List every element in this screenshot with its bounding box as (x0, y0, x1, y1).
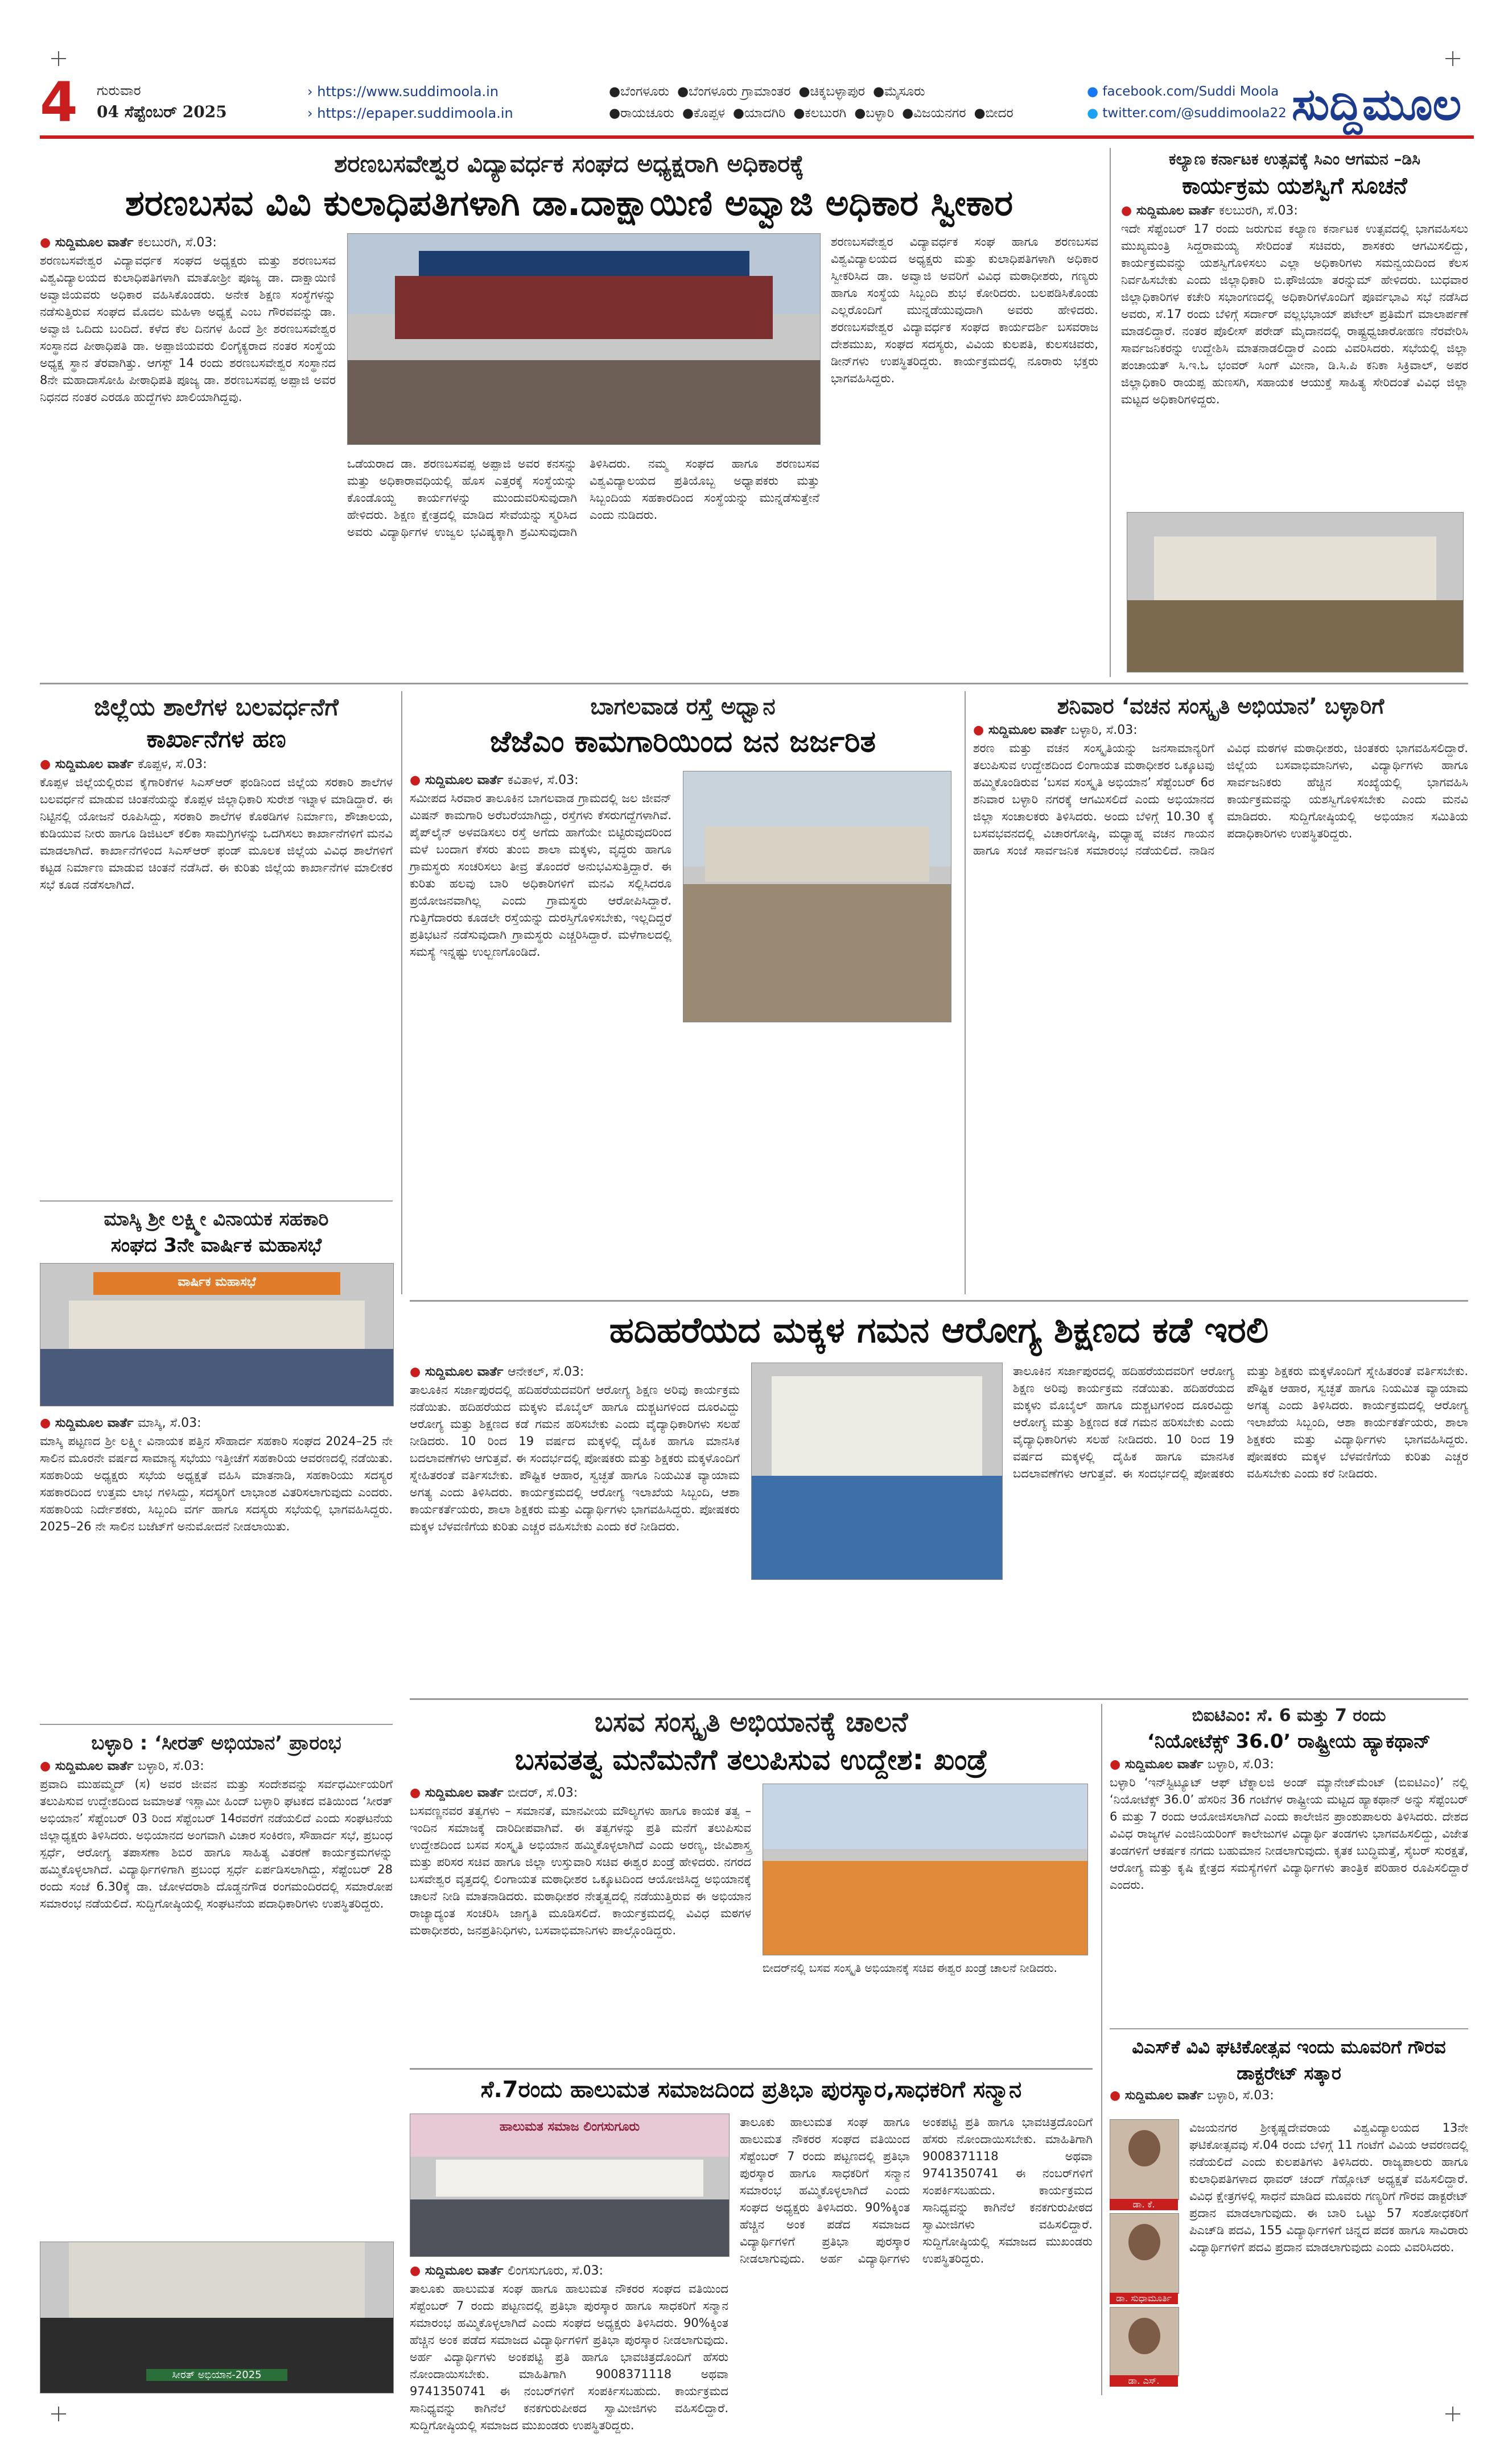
column-rule (965, 691, 966, 1294)
article-kicker: ಶರಣಬಸವೇಶ್ವರ ವಿದ್ಯಾವರ್ಧಕ ಸಂಘದ ಅಧ್ಯಕ್ಷರಾಗಿ ಅಧಿಕಾರಕ್ಕೆ (334, 150, 804, 178)
article-kicker: ಬಸವ ಸಂಸ್ಕೃತಿ ಅಭಿಯಾನಕ್ಕೆ ಚಾಲನೆ (594, 1706, 908, 1738)
article-kicker: ಬಾಗಲವಾಡ ರಸ್ತೆ ಅಧ್ವಾನ (590, 694, 776, 720)
section-rule (410, 1300, 1468, 1302)
article-headline: ಬಸವತತ್ವ ಮನೆಮನೆಗೆ ತಲುಪಿಸುವ ಉದ್ದೇಶ: ಖಂಡ್ರೆ (514, 1743, 988, 1776)
article-headline: ಸೆ.7ರಂದು ಹಾಲುಮತ ಸಮಾಜದಿಂದ ಪ್ರತಿಭಾ ಪುರಸ್ಕಾರ,ಸಾಧಕರಿಗೆ ಸನ್ಮಾನ (480, 2077, 1022, 2103)
byline: ● ಸುದ್ದಿಮೂಲ ವಾರ್ತೆ ಲಿಂಗಸುಗೂರು, ಸೆ.03: (410, 2264, 604, 2278)
photo-basava-launch (763, 1784, 1088, 1955)
article-vachana-abhiyana (973, 691, 1468, 1294)
byline: ● ಸುದ್ದಿಮೂಲ ವಾರ್ತೆ ಮಾಸ್ಕಿ, ಸೆ.03: (40, 1416, 201, 1430)
registration-mark (1445, 51, 1460, 66)
article-ck-utsava (1121, 148, 1468, 677)
facebook-link[interactable]: ● facebook.com/Suddi Moola (1087, 84, 1279, 99)
byline: ● ಸುದ್ದಿಮೂಲ ವಾರ್ತೆ ಬಳ್ಳಾರಿ, ಸೆ.03: (40, 1759, 204, 1773)
article-halumata-samaja (410, 2074, 1093, 2432)
article-body: ತಾಲೂಕು ಹಾಲುಮತ ಸಂಘ ಹಾಗೂ ಹಾಲುಮತ ನೌಕರರ ಸಂಘದ ವತಿಯಿಂದ ಸೆಪ್ಟೆಂಬರ್ 7 ರಂದು ಪಟ್ಟಣದಲ್ಲಿ ಪ್ರತಿಭಾ ಪುರಸ್ಕಾರ ಹಾಗೂ ಸಾಧಕರಿಗೆ ಸನ್ಮಾನ ಸಮಾರಂಭ ಹಮ್ಮಿಕೊಳ್ಳಲಾಗಿದೆ ಎಂದು ಸಂಘದ ಅಧ್ಯಕ್ಷರು ತಿಳಿಸಿದರು. 90%ಕ್ಕಿಂತ ಹೆಚ್ಚಿನ ಅಂಕ ಪಡೆದ ಸಮಾಜದ ವಿದ್ಯಾರ್ಥಿಗಳಿಗೆ ಪ್ರತಿಭಾ ಪುರಸ್ಕಾರ ನೀಡಲಾಗುವುದು. ಅರ್ಹ ವಿದ್ಯಾರ್ಥಿಗಳು ಅಂಕಪಟ್ಟಿ ಪ್ರತಿ ಹಾಗೂ ಭಾವಚಿತ್ರದೊಂದಿಗೆ ಹೆಸರು ನೋಂದಾಯಿಸಬೇಕು. ಮಾಹಿತಿಗಾಗಿ 9008371118 ಅಥವಾ 9741350741 ಈ ನಂಬರ್‌ಗಳಿಗೆ ಸಂಪರ್ಕಿಸಬಹುದು. ಕಾರ್ಯಕ್ರಮದ ಸಾನಿಧ್ಯವನ್ನು ಕಾಗಿನೆಲೆ ಕನಕಗುರುಪೀಠದ ಸ್ವಾಮೀಜಿಗಳು ವಹಿಸಲಿದ್ದಾರೆ. ಸುದ್ದಿಗೋಷ್ಠಿಯಲ್ಲಿ ಸಮಾಜದ ಮುಖಂಡರು ಉಪಸ್ಥಿತರಿದ್ದರು. (740, 2115, 1093, 2265)
byline: ● ಸುದ್ದಿಮೂಲ ವಾರ್ತೆ ಆನೇಕಲ್, ಸೆ.03: (410, 1365, 584, 1379)
article-sharanabasava-vv (40, 148, 1098, 677)
city-editions: ●ಬೆಂಗಳೂರು ●ಬೆಂಗಳೂರು ಗ್ರಾಮಾಂತರ ●ಚಿಕ್ಕಬಳ್ಳಾಪುರ ●ಮೈಸೂರು ●ರಾಯಚೂರು ●ಕೊಪ್ಪಳ ●ಯಾದಗಿರಿ ●ಕಲಬುರಗಿ ●ಬಳ್ಳಾರಿ ●ವಿಜಯನಗರ ●ಬೀದರ (609, 84, 1013, 121)
date-block (97, 80, 227, 123)
photo-event-stage (347, 233, 821, 445)
article-school-funds (40, 691, 393, 1198)
photo-muddy-road (683, 771, 951, 1022)
article-body: ಬಳ್ಳಾರಿ ‘ಇನ್‌ಸ್ಟಿಟ್ಯೂಟ್ ಆಫ್ ಟೆಕ್ನಾಲಜಿ ಅಂಡ್ ಮ್ಯಾನೇಜ್‌ಮೆಂಟ್ (ಬಿಐಟಿಎಂ)’ ನಲ್ಲಿ ‘ನಿಯೋಟೆಕ್ಸ್ 36.0’ ಹೆಸರಿನ 36 ಗಂಟೆಗಳ ರಾಷ್ಟ್ರೀಯ ಮಟ್ಟದ ಹ್ಯಾಕಥಾನ್ ಅನ್ನು ಸೆಪ್ಟೆಂಬರ್ 6 ಮತ್ತು 7 ರಂದು ಆಯೋಜಿಸಲಾಗಿದೆ ಎಂದು ಕಾಲೇಜಿನ ಪ್ರಾಂಶುಪಾಲರು ತಿಳಿಸಿದರು. ದೇಶದ ವಿವಿಧ ರಾಜ್ಯಗಳ ಎಂಜಿನಿಯರಿಂಗ್ ಕಾಲೇಜುಗಳ ವಿದ್ಯಾರ್ಥಿ ತಂಡಗಳು ಭಾಗವಹಿಸಲಿದ್ದು, ವಿಜೇತ ತಂಡಗಳಿಗೆ ಆಕರ್ಷಕ ನಗದು ಬಹುಮಾನ ನೀಡಲಾಗುವುದು. ಕೃತಕ ಬುದ್ಧಿಮತ್ತೆ, ಸೈಬರ್ ಸುರಕ್ಷತೆ, ಆರೋಗ್ಯ ಮತ್ತು ಕೃಷಿ ಕ್ಷೇತ್ರದ ಸಮಸ್ಯೆಗಳಿಗೆ ವಿದ್ಯಾರ್ಥಿಗಳು ತಾಂತ್ರಿಕ ಪರಿಹಾರ ರೂಪಿಸಲಿದ್ದಾರೆ ಎಂದರು. (1110, 1776, 1468, 1892)
registration-mark (51, 51, 66, 66)
byline: ● ಸುದ್ದಿಮೂಲ ವಾರ್ತೆ ಕವಿತಾಳ, ಸೆ.03: (410, 773, 579, 787)
day-label: ಗುರುವಾರ (97, 82, 141, 98)
article-headline: ಕಾರ್ಖಾನೆಗಳ ಹಣ (146, 725, 286, 753)
byline: ● ಸುದ್ದಿಮೂಲ ವಾರ್ತೆ ಬಳ್ಳಾರಿ, ಸೆ.03: (973, 723, 1138, 737)
portrait-label: ಡಾ. ಎಸ್. (1110, 2375, 1178, 2387)
date-label: 04 ಸೆಪ್ಟೆಂಬರ್ 2025 (97, 102, 227, 121)
byline: ● ಸುದ್ದಿಮೂಲ ವಾರ್ತೆ ಬಳ್ಳಾರಿ, ಸೆ.03: (1110, 2089, 1274, 2103)
section-rule (40, 1724, 393, 1725)
byline: ● ಸುದ್ದಿಮೂಲ ವಾರ್ತೆ ಬೀದರ್, ಸೆ.03: (410, 1786, 578, 1800)
article-basava-samskruti (410, 1704, 1093, 2062)
article-seerat-abhiyana (40, 1730, 393, 2395)
registration-mark (1445, 2407, 1460, 2421)
article-headline: ವಿಎಸ್‌ಕೆ ವಿವಿ ಘಟಿಕೋತ್ಸವ ಇಂದು ಮೂವರಿಗೆ ಗೌರವ ಡಾಕ್ಟರೇಟ್ ಸತ್ಕಾರ (1132, 2036, 1446, 2084)
article-body: ತಾಲೂಕು ಹಾಲುಮತ ಸಂಘ ಹಾಗೂ ಹಾಲುಮತ ನೌಕರರ ಸಂಘದ ವತಿಯಿಂದ ಸೆಪ್ಟೆಂಬರ್ 7 ರಂದು ಪಟ್ಟಣದಲ್ಲಿ ಪ್ರತಿಭಾ ಪುರಸ್ಕಾರ ಹಾಗೂ ಸಾಧಕರಿಗೆ ಸನ್ಮಾನ ಸಮಾರಂಭ ಹಮ್ಮಿಕೊಳ್ಳಲಾಗಿದೆ ಎಂದು ಸಂಘದ ಅಧ್ಯಕ್ಷರು ತಿಳಿಸಿದರು. 90%ಕ್ಕಿಂತ ಹೆಚ್ಚಿನ ಅಂಕ ಪಡೆದ ಸಮಾಜದ ವಿದ್ಯಾರ್ಥಿಗಳಿಗೆ ಪ್ರತಿಭಾ ಪುರಸ್ಕಾರ ನೀಡಲಾಗುವುದು. ಅರ್ಹ ವಿದ್ಯಾರ್ಥಿಗಳು ಅಂಕಪಟ್ಟಿ ಪ್ರತಿ ಹಾಗೂ ಭಾವಚಿತ್ರದೊಂದಿಗೆ ಹೆಸರು ನೋಂದಾಯಿಸಬೇಕು. ಮಾಹಿತಿಗಾಗಿ 9008371118 ಅಥವಾ 9741350741 ಈ ನಂಬರ್‌ಗಳಿಗೆ ಸಂಪರ್ಕಿಸಬಹುದು. ಕಾರ್ಯಕ್ರಮದ ಸಾನಿಧ್ಯವನ್ನು ಕಾಗಿನೆಲೆ ಕನಕಗುರುಪೀಠದ ಸ್ವಾಮೀಜಿಗಳು ವಹಿಸಲಿದ್ದಾರೆ. ಸುದ್ದಿಗೋಷ್ಠಿಯಲ್ಲಿ ಸಮಾಜದ ಮುಖಂಡರು ಉಪಸ್ಥಿತರಿದ್ದರು. (410, 2282, 728, 2432)
article-body: ಶರಣ ಮತ್ತು ವಚನ ಸಂಸ್ಕೃತಿಯನ್ನು ಜನಸಾಮಾನ್ಯರಿಗೆ ತಲುಪಿಸುವ ಉದ್ದೇಶದಿಂದ ಲಿಂಗಾಯತ ಮಠಾಧೀಶರ ಒಕ್ಕೂಟವು ಹಮ್ಮಿಕೊಂಡಿರುವ ‘ಬಸವ ಸಂಸ್ಕೃತಿ ಅಭಿಯಾನ’ ಸೆಪ್ಟೆಂಬರ್ 6ರ ಶನಿವಾರ ಬಳ್ಳಾರಿ ನಗರಕ್ಕೆ ಆಗಮಿಸಲಿದೆ ಎಂದು ಅಭಿಯಾನದ ಜಿಲ್ಲಾ ಸಂಚಾಲಕರು ತಿಳಿಸಿದರು. ಅಂದು ಬೆಳಿಗ್ಗೆ 10.30 ಕ್ಕೆ ಬಸವಭವನದಲ್ಲಿ ವಿಚಾರಗೋಷ್ಠಿ, ಮಧ್ಯಾಹ್ನ ವಚನ ಗಾಯನ ಹಾಗೂ ಸಂಜೆ ಸಾರ್ವಜನಿಕ ಸಮಾರಂಭ ನಡೆಯಲಿದೆ. ನಾಡಿನ ವಿವಿಧ ಮಠಗಳ ಮಠಾಧೀಶರು, ಚಿಂತಕರು ಭಾಗವಹಿಸಲಿದ್ದಾರೆ. ಜಿಲ್ಲೆಯ ಬಸವಾಭಿಮಾನಿಗಳು, ವಿದ್ಯಾರ್ಥಿಗಳು ಹಾಗೂ ಸಾರ್ವಜನಿಕರು ಹೆಚ್ಚಿನ ಸಂಖ್ಯೆಯಲ್ಲಿ ಭಾಗವಹಿಸಿ ಕಾರ್ಯಕ್ರಮವನ್ನು ಯಶಸ್ವಿಗೊಳಿಸಬೇಕು ಎಂದು ಮನವಿ ಮಾಡಿದರು. ಸುದ್ದಿಗೋಷ್ಠಿಯಲ್ಲಿ ಅಭಿಯಾನ ಸಮಿತಿಯ ಪದಾಧಿಕಾರಿಗಳು ಉಪಸ್ಥಿತರಿದ್ದರು. (973, 741, 1468, 857)
article-headline: ಹದಿಹರೆಯದ ಮಕ್ಕಳ ಗಮನ ಆರೋಗ್ಯ ಶಿಕ್ಷಣದ ಕಡೆ ಇರಲಿ (609, 1309, 1269, 1351)
banner-text: ಹಾಲುಮತ ಸಮಾಜ ಲಿಂಗಸುಗೂರು (499, 2120, 640, 2134)
newspaper-logo: ಸುದ್ದಿಮೂಲ (1292, 79, 1462, 130)
website-link[interactable]: › https://www.suddimoola.in (307, 84, 499, 100)
section-rule (1110, 2028, 1468, 2029)
article-vsk-convocation (1110, 2034, 1468, 2398)
column-rule (1110, 148, 1111, 677)
banner-text: ಸೀರತ್ ಅಭಿಯಾನ-2025 (146, 2369, 287, 2381)
article-body: ಒಡೆಯರಾದ ಡಾ. ಶರಣಬಸವಪ್ಪ ಅಪ್ಪಾಜಿ ಅವರ ಕನಸನ್ನು ಮತ್ತು ಅಧಿಕಾರಾವಧಿಯಲ್ಲಿ ಹೊಸ ಎತ್ತರಕ್ಕೆ ಸಂಸ್ಥೆಯನ್ನು ಕೊಂಡೊಯ್ದ ಕಾರ್ಯಗಳನ್ನು ಮುಂದುವರಿಸುವುದಾಗಿ ಹೇಳಿದರು. ಶಿಕ್ಷಣ ಕ್ಷೇತ್ರದಲ್ಲಿ ಮಾಡಿದ ಸೇವೆಯನ್ನು ಸ್ಮರಿಸಿದ ಅವರು ವಿದ್ಯಾರ್ಥಿಗಳ ಉಜ್ವಲ ಭವಿಷ್ಯಕ್ಕಾಗಿ ಶ್ರಮಿಸುವುದಾಗಿ ತಿಳಿಸಿದರು. ನಮ್ಮ ಸಂಘದ ಹಾಗೂ ಶರಣಬಸವ ವಿಶ್ವವಿದ್ಯಾಲಯದ ಪ್ರತಿಯೊಬ್ಬ ಅಧ್ಯಾಪಕರು ಮತ್ತು ಸಿಬ್ಬಂದಿಯ ಸಹಕಾರದಿಂದ ಸಂಸ್ಥೆಯನ್ನು ಮುನ್ನಡೆಸುತ್ತೇನೆ ಎಂದು ನುಡಿದರು. (347, 457, 819, 539)
banner-text: ವಾರ್ಷಿಕ ಮಹಾಸಭೆ (178, 1275, 256, 1289)
byline: ● ಸುದ್ದಿಮೂಲ ವಾರ್ತೆ ಬಳ್ಳಾರಿ, ಸೆ.03: (1110, 1757, 1274, 1772)
facebook-icon: ● (1087, 84, 1099, 99)
portrait-label: ಡಾ. ಸುಧಾಮೂರ್ತಿ (1110, 2293, 1178, 2304)
article-kicker: ಮಾಸ್ಕಿ ಶ್ರೀ ಲಕ್ಷ್ಮೀ ವಿನಾಯಕ ಸಹಕಾರಿ (104, 1208, 329, 1231)
article-kicker: ಕಲ್ಯಾಣ ಕರ್ನಾಟಕ ಉತ್ಸವಕ್ಕೆ ಸಿಎಂ ಆಗಮನ –ಡಿಸಿ (1169, 150, 1420, 168)
section-rule (410, 1698, 1468, 1700)
column-rule (401, 691, 402, 1294)
article-kicker: ಶನಿವಾರ ‘ವಚನ ಸಂಸ್ಕೃತಿ ಅಭಿಯಾನ’ ಬಳ್ಳಾರಿಗೆ (1057, 694, 1385, 719)
article-headline: ಶರಣಬಸವ ವಿವಿ ಕುಲಾಧಿಪತಿಗಳಾಗಿ ಡಾ.ದಾಕ್ಷಾಯಿಣಿ ಅವ್ವಾಜಿ ಅಧಿಕಾರ ಸ್ವೀಕಾರ (125, 182, 1013, 224)
article-body: ತಾಲೂಕಿನ ಸರ್ಜಾಪುರದಲ್ಲಿ ಹದಿಹರೆಯದವರಿಗೆ ಆರೋಗ್ಯ ಶಿಕ್ಷಣ ಅರಿವು ಕಾರ್ಯಕ್ರಮ ನಡೆಯಿತು. ಹದಿಹರೆಯದ ಮಕ್ಕಳು ಮೊಬೈಲ್ ಹಾಗೂ ದುಶ್ಚಟಗಳಿಂದ ದೂರವಿದ್ದು ಆರೋಗ್ಯ ಮತ್ತು ಶಿಕ್ಷಣದ ಕಡೆ ಗಮನ ಹರಿಸಬೇಕು ಎಂದು ವೈದ್ಯಾಧಿಕಾರಿಗಳು ಸಲಹೆ ನೀಡಿದರು. 10 ರಿಂದ 19 ವರ್ಷದ ಮಕ್ಕಳಲ್ಲಿ ದೈಹಿಕ ಹಾಗೂ ಮಾನಸಿಕ ಬದಲಾವಣೆಗಳು ಆಗುತ್ತವೆ. ಈ ಸಂದರ್ಭದಲ್ಲಿ ಪೋಷಕರು ಮತ್ತು ಶಿಕ್ಷಕರು ಮಕ್ಕಳೊಂದಿಗೆ ಸ್ನೇಹಿತರಂತೆ ವರ್ತಿಸಬೇಕು. ಪೌಷ್ಟಿಕ ಆಹಾರ, ಸ್ವಚ್ಛತೆ ಹಾಗೂ ನಿಯಮಿತ ವ್ಯಾಯಾಮ ಅಗತ್ಯ ಎಂದು ತಿಳಿಸಿದರು. ಕಾರ್ಯಕ್ರಮದಲ್ಲಿ ಆರೋಗ್ಯ ಇಲಾಖೆಯ ಸಿಬ್ಬಂದಿ, ಆಶಾ ಕಾರ್ಯಕರ್ತೆಯರು, ಶಾಲಾ ಶಿಕ್ಷಕರು ಮತ್ತು ವಿದ್ಯಾರ್ಥಿಗಳು ಭಾಗವಹಿಸಿದ್ದರು. ಪೋಷಕರು ಮಕ್ಕಳ ಬೆಳವಣಿಗೆಯ ಕುರಿತು ಎಚ್ಚರ ವಹಿಸಬೇಕು ಎಂದು ಕರೆ ನೀಡಿದರು. (1013, 1364, 1468, 1480)
photo-press-meet (410, 2114, 730, 2257)
article-kicker: ಬಳ್ಳಾರಿ : ‘ಸೀರತ್ ಅಭಿಯಾನ’ ಪ್ರಾರಂಭ (91, 1732, 341, 1755)
photo-caption: ಬೀದರ್‌ನಲ್ಲಿ ಬಸವ ಸಂಸ್ಕೃತಿ ಅಭಿಯಾನಕ್ಕೆ ಸಚಿವ ಈಶ್ವರ ಖಂಡ್ರೆ ಚಾಲನೆ ನೀಡಿದರು. (763, 1961, 1057, 1975)
article-kicker: ಜಿಲ್ಲೆಯ ಶಾಲೆಗಳ ಬಲವರ್ಧನೆಗೆ (94, 693, 339, 721)
article-headline: ಜೆಜೆಎಂ ಕಾಮಗಾರಿಯಿಂದ ಜನ ಜರ್ಜರಿತ (489, 725, 876, 759)
article-body: ಕೊಪ್ಪಳ ಜಿಲ್ಲೆಯಲ್ಲಿರುವ ಕೈಗಾರಿಕೆಗಳ ಸಿಎಸ್‌ಆರ್ ಫಂಡಿನಿಂದ ಜಿಲ್ಲೆಯ ಸರಕಾರಿ ಶಾಲೆಗಳ ಬಲವರ್ಧನೆ ಮಾಡುವ ಚಿಂತನೆಯನ್ನು ಕೊಪ್ಪಳ ಜಿಲ್ಲಾಧಿಕಾರಿ ಸುರೇಶ ಇಟ್ನಾಳ ಮಾಡಿದ್ದಾರೆ. ಈ ನಿಟ್ಟಿನಲ್ಲಿ ಯೋಜನೆ ರೂಪಿಸಿದ್ದು, ಸರಕಾರಿ ಶಾಲೆಗಳ ಕೊಠಡಿಗಳ ನಿರ್ಮಾಣ, ಶೌಚಾಲಯ, ಕುಡಿಯುವ ನೀರು ಹಾಗೂ ಡಿಜಿಟಲ್ ಕಲಿಕಾ ಸಾಮಗ್ರಿಗಳನ್ನು ಒದಗಿಸಲು ಕಾರ್ಖಾನೆಗಳಿಗೆ ಮನವಿ ಮಾಡಲಾಗಿದೆ. ಕಾರ್ಖಾನೆಗಳಿಂದ ಸಿಎಸ್‌ಆರ್ ಫಂಡ್ ಮೂಲಕ ಜಿಲ್ಲೆಯ ವಿವಿಧ ಶಾಲೆಗಳಿಗೆ ಕಟ್ಟಡ ನಿರ್ಮಾಣ ಮಾಡುವ ಚಿಂತನೆ ನಡೆಸಿದೆ. ಈ ಕುರಿತು ಜಿಲ್ಲೆಯ ಕಾರ್ಖಾನೆಗಳ ಮಾಲೀಕರ ಸಭೆ ಕೂಡ ನಡೆಸಲಾಗಿದೆ. (40, 775, 393, 892)
photo-health-program (751, 1363, 1003, 1580)
byline: ● ಸುದ್ದಿಮೂಲ ವಾರ್ತೆ ಕಲಬುರಗಿ, ಸೆ.03: (40, 236, 217, 250)
registration-mark (51, 2407, 66, 2421)
byline: ● ಸುದ್ದಿಮೂಲ ವಾರ್ತೆ ಕೊಪ್ಪಳ, ಸೆ.03: (40, 757, 207, 771)
social-links (1087, 81, 1287, 124)
article-body: ಶರಣಬಸವೇಶ್ವರ ವಿದ್ಯಾವರ್ಧಕ ಸಂಘದ ಅಧ್ಯಕ್ಷರು ಮತ್ತು ಶರಣಬಸವ ವಿಶ್ವವಿದ್ಯಾಲಯದ ಕುಲಾಧಿಪತಿಗಳಾಗಿ ಮಾತೋಶ್ರೀ ಪೂಜ್ಯ ಡಾ. ದಾಕ್ಷಾಯಿಣಿ ಅವ್ವಾಜಿಯವರು ಅಧಿಕಾರ ವಹಿಸಿಕೊಂಡರು. ಅನೇಕ ಶಿಕ್ಷಣ ಸಂಸ್ಥೆಗಳನ್ನು ನಡೆಸುತ್ತಿರುವ ಸಂಘದ ಮೊದಲ ಮಹಿಳಾ ಅಧ್ಯಕ್ಷೆ ಎಂಬ ಗೌರವವನ್ನು ಡಾ. ಅವ್ವಾಜಿ ಒದಿದು ಬಂದಿದೆ. ಕಳೆದ ಕೆಲ ದಿನಗಳ ಹಿಂದೆ ಶ್ರೀ ಶರಣಬಸವೇಶ್ವರ ಸಂಸ್ಥಾನದ ಪೀಠಾಧಿಪತಿ ಡಾ. ಅಪ್ಪಾಜಿಯವರು ಲಿಂಗೈಕ್ಯರಾದ ನಂತರ ಸಂಸ್ಥೆಯ ಅಧ್ಯಕ್ಷ ಸ್ಥಾನ ತೆರವಾಗಿತ್ತು. ಆಗಸ್ಟ್ 14 ರಂದು ಶರಣಬಸವೇಶ್ವರ ಸಂಸ್ಥಾನದ 8ನೇ ಮಹಾದಾಸೋಹಿ ಪೀಠಾಧಿಪತಿ ಪೂಜ್ಯ ಡಾ. ಶರಣಬಸವಪ್ಪ ಅಪ್ಪಾಜಿ ಅವರ ನಿಧನದ ನಂತರ ಎರಡೂ ಹುದ್ದೆಗಳು ಖಾಲಿಯಾಗಿದ್ದವು. (40, 254, 336, 404)
portrait-label: ಡಾ. ಕೆ. (1110, 2199, 1178, 2210)
photo-meeting (1127, 512, 1464, 672)
article-maski-sahakari (40, 1206, 393, 1718)
article-headline: ‘ನಿಯೋಟೆಕ್ಸ್ 36.0’ ರಾಷ್ಟ್ರೀಯ ಹ್ಯಾಕಥಾನ್ (1147, 1730, 1431, 1753)
column-rule (1101, 1704, 1102, 2395)
page-number: 4 (40, 71, 78, 134)
section-rule (410, 2068, 1093, 2070)
article-neotex-hackathon (1110, 1704, 1468, 2023)
byline: ● ಸುದ್ದಿಮೂಲ ವಾರ್ತೆ ಕಲಬುರಗಿ, ಸೆ.03: (1121, 204, 1298, 218)
twitter-link[interactable]: ● twitter.com/@suddimoola22 (1087, 106, 1287, 121)
masthead (40, 71, 1474, 139)
article-kicker: ಬಿಐಟಿಎಂ: ಸೆ. 6 ಮತ್ತು 7 ರಂದು (1192, 1706, 1386, 1726)
twitter-icon: ● (1087, 106, 1099, 121)
article-body: ಬಸವಣ್ಣನವರ ತತ್ವಗಳು – ಸಮಾನತೆ, ಮಾನವೀಯ ಮೌಲ್ಯಗಳು ಹಾಗೂ ಕಾಯಕ ತತ್ವ – ಇಂದಿನ ಸಮಾಜಕ್ಕೆ ದಾರಿದೀಪವಾಗಿವೆ. ಈ ತತ್ವಗಳನ್ನು ಪ್ರತಿ ಮನೆಗೆ ತಲುಪಿಸುವ ಉದ್ದೇಶದಿಂದ ಬಸವ ಸಂಸ್ಕೃತಿ ಅಭಿಯಾನ ಹಮ್ಮಿಕೊಳ್ಳಲಾಗಿದೆ ಎಂದು ಅರಣ್ಯ, ಜೀವಿಶಾಸ್ತ್ರ ಮತ್ತು ಪರಿಸರ ಸಚಿವ ಹಾಗೂ ಜಿಲ್ಲಾ ಉಸ್ತುವಾರಿ ಸಚಿವ ಈಶ್ವರ ಖಂಡ್ರೆ ಹೇಳಿದರು. ನಗರದ ಬಸವೇಶ್ವರ ವೃತ್ತದಲ್ಲಿ ಲಿಂಗಾಯತ ಮಠಾಧೀಶರ ಒಕ್ಕೂಟದಿಂದ ಆಯೋಜಿಸಿದ್ದ ಅಭಿಯಾನಕ್ಕೆ ಚಾಲನೆ ನೀಡಿ ಮಾತನಾಡಿದರು. ಮಠಾಧೀಶರ ನೇತೃತ್ವದಲ್ಲಿ ನಡೆಯುತ್ತಿರುವ ಈ ಅಭಿಯಾನ ರಾಜ್ಯಾದ್ಯಂತ ಸಂಚರಿಸಿ ಜಾಗೃತಿ ಮೂಡಿಸಲಿದೆ. ಕಾರ್ಯಕ್ರಮದಲ್ಲಿ ವಿವಿಧ ಮಠಗಳ ಮಠಾಧೀಶರು, ಜನಪ್ರತಿನಿಧಿಗಳು, ಬಸವಾಭಿಮಾನಿಗಳು ಪಾಲ್ಗೊಂಡಿದ್ದರು. (410, 1804, 751, 1937)
section-rule (40, 683, 1468, 684)
portrait-photo (1110, 2213, 1179, 2294)
epaper-link[interactable]: › https://epaper.suddimoola.in (307, 105, 513, 121)
photo-general-body (40, 1263, 394, 1406)
article-body: ತಾಲೂಕಿನ ಸರ್ಜಾಪುರದಲ್ಲಿ ಹದಿಹರೆಯದವರಿಗೆ ಆರೋಗ್ಯ ಶಿಕ್ಷಣ ಅರಿವು ಕಾರ್ಯಕ್ರಮ ನಡೆಯಿತು. ಹದಿಹರೆಯದ ಮಕ್ಕಳು ಮೊಬೈಲ್ ಹಾಗೂ ದುಶ್ಚಟಗಳಿಂದ ದೂರವಿದ್ದು ಆರೋಗ್ಯ ಮತ್ತು ಶಿಕ್ಷಣದ ಕಡೆ ಗಮನ ಹರಿಸಬೇಕು ಎಂದು ವೈದ್ಯಾಧಿಕಾರಿಗಳು ಸಲಹೆ ನೀಡಿದರು. 10 ರಿಂದ 19 ವರ್ಷದ ಮಕ್ಕಳಲ್ಲಿ ದೈಹಿಕ ಹಾಗೂ ಮಾನಸಿಕ ಬದಲಾವಣೆಗಳು ಆಗುತ್ತವೆ. ಈ ಸಂದರ್ಭದಲ್ಲಿ ಪೋಷಕರು ಮತ್ತು ಶಿಕ್ಷಕರು ಮಕ್ಕಳೊಂದಿಗೆ ಸ್ನೇಹಿತರಂತೆ ವರ್ತಿಸಬೇಕು. ಪೌಷ್ಟಿಕ ಆಹಾರ, ಸ್ವಚ್ಛತೆ ಹಾಗೂ ನಿಯಮಿತ ವ್ಯಾಯಾಮ ಅಗತ್ಯ ಎಂದು ತಿಳಿಸಿದರು. ಕಾರ್ಯಕ್ರಮದಲ್ಲಿ ಆರೋಗ್ಯ ಇಲಾಖೆಯ ಸಿಬ್ಬಂದಿ, ಆಶಾ ಕಾರ್ಯಕರ್ತೆಯರು, ಶಾಲಾ ಶಿಕ್ಷಕರು ಮತ್ತು ವಿದ್ಯಾರ್ಥಿಗಳು ಭಾಗವಹಿಸಿದ್ದರು. ಪೋಷಕರು ಮಕ್ಕಳ ಬೆಳವಣಿಗೆಯ ಕುರಿತು ಎಚ್ಚರ ವಹಿಸಬೇಕು ಎಂದು ಕರೆ ನೀಡಿದರು. (410, 1383, 740, 1533)
article-body: ಪ್ರವಾದಿ ಮುಹಮ್ಮದ್ (ಸ) ಅವರ ಜೀವನ ಮತ್ತು ಸಂದೇಶವನ್ನು ಸರ್ವಧರ್ಮೀಯರಿಗೆ ತಲುಪಿಸುವ ಉದ್ದೇಶದಿಂದ ಜಮಾಅತೆ ಇಸ್ಲಾಮೀ ಹಿಂದ್ ಬಳ್ಳಾರಿ ಘಟಕದ ವತಿಯಿಂದ ‘ಸೀರತ್ ಅಭಿಯಾನ’ ಸೆಪ್ಟೆಂಬರ್ 03 ರಿಂದ ಸೆಪ್ಟೆಂಬರ್ 14ರವರೆಗೆ ನಡೆಯಲಿದೆ ಎಂದು ಸಂಘಟನೆಯ ಜಿಲ್ಲಾಧ್ಯಕ್ಷರು ತಿಳಿಸಿದರು. ಅಭಿಯಾನದ ಅಂಗವಾಗಿ ವಿಚಾರ ಸಂಕಿರಣ, ಸೌಹಾರ್ದ ಸಭೆ, ಪ್ರಬಂಧ ಸ್ಪರ್ಧೆ, ಆರೋಗ್ಯ ತಪಾಸಣಾ ಶಿಬಿರ ಹಾಗೂ ಸಾಹಿತ್ಯ ವಿತರಣೆ ಕಾರ್ಯಕ್ರಮಗಳನ್ನು ಹಮ್ಮಿಕೊಳ್ಳಲಾಗಿದೆ. ವಿದ್ಯಾರ್ಥಿಗಳಿಗಾಗಿ ಪ್ರಬಂಧ ಸ್ಪರ್ಧೆ ಏರ್ಪಡಿಸಲಾಗಿದ್ದು, ಸೆಪ್ಟೆಂಬರ್ 28 ರಂದು ಸಂಜೆ 6.30ಕ್ಕೆ ಡಾ. ಜೋಳದರಾಶಿ ದೊಡ್ಡನಗೌಡ ರಂಗಮಂದಿರದಲ್ಲಿ ಸಮಾರೋಪ ಸಮಾರಂಭ ನಡೆಯಲಿದೆ. ಸುದ್ದಿಗೋಷ್ಠಿಯಲ್ಲಿ ಸಂಘಟನೆಯ ಪದಾಧಿಕಾರಿಗಳು ಉಪಸ್ಥಿತರಿದ್ದರು. (40, 1777, 393, 1910)
article-jjm-road (410, 691, 956, 1294)
article-body: ಮಾಸ್ಕಿ ಪಟ್ಟಣದ ಶ್ರೀ ಲಕ್ಷ್ಮೀ ವಿನಾಯಕ ಪತ್ತಿನ ಸೌಹಾರ್ದ ಸಹಕಾರಿ ಸಂಘದ 2024–25 ನೇ ಸಾಲಿನ ಮೂರನೇ ವರ್ಷದ ಸಾಮಾನ್ಯ ಸಭೆಯು ಇತ್ತೀಚೆಗೆ ಸಹಕಾರಿಯ ಆವರಣದಲ್ಲಿ ನಡೆಯಿತು. ಸಹಕಾರಿಯ ಅಧ್ಯಕ್ಷರು ಸಭೆಯ ಅಧ್ಯಕ್ಷತೆ ವಹಿಸಿ ಮಾತನಾಡಿ, ಸಹಕಾರಿಯು ಸದಸ್ಯರ ಸಹಕಾರದಿಂದ ಉತ್ತಮ ಲಾಭ ಗಳಿಸಿದ್ದು, ಸದಸ್ಯರಿಗೆ ಲಾಭಾಂಶ ವಿತರಿಸಲಾಗುವುದು ಎಂದರು. ಸಹಕಾರಿಯ ನಿರ್ದೇಶಕರು, ಸಿಬ್ಬಂದಿ ವರ್ಗ ಹಾಗೂ ಸದಸ್ಯರು ಸಭೆಯಲ್ಲಿ ಭಾಗವಹಿಸಿದ್ದರು. 2025–26 ನೇ ಸಾಲಿನ ಬಜೆಟ್‌ಗೆ ಅನುಮೋದನೆ ನೀಡಲಾಯಿತು. (40, 1434, 393, 1533)
photo-seerat-press (40, 2242, 394, 2393)
section-rule (40, 1200, 393, 1202)
article-headline: ಸಂಘದ 3ನೇ ವಾರ್ಷಿಕ ಮಹಾಸಭೆ (110, 1234, 322, 1257)
article-body: ಇದೇ ಸೆಪ್ಟೆಂಬರ್ 17 ರಂದು ಜರುಗುವ ಕಲ್ಯಾಣ ಕರ್ನಾಟಕ ಉತ್ಸವದಲ್ಲಿ ಭಾಗವಹಿಸಲು ಮುಖ್ಯಮಂತ್ರಿ ಸಿದ್ದರಾಮಯ್ಯ ಸೇರಿದಂತೆ ಸಚಿವರು, ಶಾಸಕರು ಆಗಮಿಸಲಿದ್ದು, ಕಾರ್ಯಕ್ರಮವನ್ನು ಯಶಸ್ವಿಗೊಳಿಸಲು ಎಲ್ಲಾ ಅಧಿಕಾರಿಗಳು ಸಮನ್ವಯದಿಂದ ಕೆಲಸ ನಿರ್ವಹಿಸಬೇಕು ಎಂದು ಜಿಲ್ಲಾಧಿಕಾರಿ ಬಿ.ಫೌಜಿಯಾ ತರನ್ನುಮ್ ಹೇಳಿದರು. ಬುಧವಾರ ಜಿಲ್ಲಾಧಿಕಾರಿಗಳ ಕಚೇರಿ ಸಭಾಂಗಣದಲ್ಲಿ ಅಧಿಕಾರಿಗಳೊಂದಿಗೆ ಪೂರ್ವಭಾವಿ ಸಭೆ ನಡೆಸಿದ ಅವರು, ಸೆ.17 ರಂದು ಬೆಳಿಗ್ಗೆ ಸರ್ದಾರ್ ವಲ್ಲಭಭಾಯ್ ಪಟೇಲ್ ಪ್ರತಿಮೆಗೆ ಮಾಲಾರ್ಪಣೆ ಮಾಡಲಿದ್ದಾರೆ. ನಂತರ ಪೊಲೀಸ್ ಪರೇಡ್ ಮೈದಾನದಲ್ಲಿ ರಾಷ್ಟ್ರಧ್ವಜಾರೋಹಣ ನೆರವೇರಿಸಿ ಸಾರ್ವಜನಿಕರನ್ನು ಉದ್ದೇಶಿಸಿ ಮಾತನಾಡಲಿದ್ದಾರೆ ಎಂದು ವಿವರಿಸಿದರು. ಸಭೆಯಲ್ಲಿ ಜಿಲ್ಲಾ ಪಂಚಾಯತ್ ಸಿ.ಇ.ಓ ಭಂವರ್ ಸಿಂಗ್ ಮೀನಾ, ಡಿ.ಸಿ.ಪಿ ಕನಿಕಾ ಸಿಕ್ರಿವಾಲ್, ಅಪರ ಜಿಲ್ಲಾಧಿಕಾರಿ ರಾಯಪ್ಪ ಹುಣಸಗಿ, ಸಹಾಯಕ ಆಯುಕ್ತೆ ಸಾಹಿತ್ಯ ಸೇರಿದಂತೆ ವಿವಿಧ ಜಿಲ್ಲಾ ಮಟ್ಟದ ಅಧಿಕಾರಿಗಳಿದ್ದರು. (1121, 222, 1468, 406)
article-body: ಶರಣಬಸವೇಶ್ವರ ವಿದ್ಯಾವರ್ಧಕ ಸಂಘ ಹಾಗೂ ಶರಣಬಸವ ವಿಶ್ವವಿದ್ಯಾಲಯದ ಅಧ್ಯಕ್ಷರು ಮತ್ತು ಕುಲಾಧಿಪತಿಗಳಾಗಿ ಅಧಿಕಾರ ಸ್ವೀಕರಿಸಿದ ಡಾ. ಅವ್ವಾಜಿ ಅವರಿಗೆ ವಿವಿಧ ಮಠಾಧೀಶರು, ಗಣ್ಯರು ಹಾಗೂ ಸಂಸ್ಥೆಯ ಸಿಬ್ಬಂದಿ ಶುಭ ಕೋರಿದರು. ಬಲಪಡಿಸಿಕೊಂಡು ಎಲ್ಲರೊಂದಿಗೆ ಮುನ್ನಡೆಯುವುದಾಗಿ ಅವರು ಹೇಳಿದರು. ಶರಣಬಸವೇಶ್ವರ ವಿದ್ಯಾವರ್ಧಕ ಸಂಘದ ಕಾರ್ಯದರ್ಶಿ ಬಸವರಾಜ ದೇಶಮುಖ, ಸಂಘದ ಸದಸ್ಯರು, ವಿವಿಯ ಕುಲಪತಿ, ಕುಲಸಚಿವರು, ಡೀನ್‌ಗಳು ಉಪಸ್ಥಿತರಿದ್ದರು. ಕಾರ್ಯಕ್ರಮದಲ್ಲಿ ನೂರಾರು ಭಕ್ತರು ಭಾಗವಹಿಸಿದ್ದರು. (831, 235, 1098, 385)
article-body: ವಿಜಯನಗರ ಶ್ರೀಕೃಷ್ಣದೇವರಾಯ ವಿಶ್ವವಿದ್ಯಾಲಯದ 13ನೇ ಘಟಿಕೋತ್ಸವವು ಸೆ.04 ರಂದು ಬೆಳಿಗ್ಗೆ 11 ಗಂಟೆಗೆ ವಿವಿಯ ಆವರಣದಲ್ಲಿ ನಡೆಯಲಿದೆ ಎಂದು ಕುಲಪತಿಗಳು ತಿಳಿಸಿದರು. ರಾಜ್ಯಪಾಲರು ಹಾಗೂ ಕುಲಾಧಿಪತಿಗಳಾದ ಥಾವರ್ ಚಂದ್ ಗೆಹ್ಲೋಟ್ ಅಧ್ಯಕ್ಷತೆ ವಹಿಸಲಿದ್ದಾರೆ. ವಿವಿಧ ಕ್ಷೇತ್ರಗಳಲ್ಲಿ ಸಾಧನೆ ಮಾಡಿದ ಮೂವರು ಗಣ್ಯರಿಗೆ ಗೌರವ ಡಾಕ್ಟರೇಟ್ ಪ್ರದಾನ ಮಾಡಲಾಗುವುದು. ಈ ಬಾರಿ ಒಟ್ಟು 57 ಸಂಶೋಧಕರಿಗೆ ಪಿಎಚ್‌ಡಿ ಪದವಿ, 155 ವಿದ್ಯಾರ್ಥಿಗಳಿಗೆ ಚಿನ್ನದ ಪದಕ ಹಾಗೂ ಸಾವಿರಾರು ವಿದ್ಯಾರ್ಥಿಗಳಿಗೆ ಪದವಿ ಪ್ರದಾನ ಮಾಡಲಾಗುವುದು ಎಂದು ವಿವರಿಸಿದರು. (1189, 2121, 1468, 2254)
article-teen-health (410, 1306, 1468, 1693)
web-links (307, 81, 513, 124)
article-headline: ಕಾರ್ಯಕ್ರಮ ಯಶಸ್ವಿಗೆ ಸೂಚನೆ (1182, 173, 1407, 199)
article-body: ಸಮೀಪದ ಸಿರವಾರ ತಾಲೂಕಿನ ಬಾಗಲವಾಡ ಗ್ರಾಮದಲ್ಲಿ ಜಲ ಜೀವನ್ ಮಿಷನ್ ಕಾಮಗಾರಿ ಅರೆಬರೆಯಾಗಿದ್ದು, ರಸ್ತೆಗಳು ಕೆಸರುಗದ್ದೆಗಳಾಗಿವೆ. ಪೈಪ್‌ಲೈನ್ ಅಳವಡಿಸಲು ರಸ್ತೆ ಅಗೆದು ಹಾಗೆಯೇ ಬಿಟ್ಟಿರುವುದರಿಂದ ಮಳೆ ಬಂದಾಗ ಕೆಸರು ತುಂಬಿ ಶಾಲಾ ಮಕ್ಕಳು, ವೃದ್ಧರು ಹಾಗೂ ಗ್ರಾಮಸ್ಥರು ಸಂಚರಿಸಲು ತೀವ್ರ ತೊಂದರೆ ಅನುಭವಿಸುತ್ತಿದ್ದಾರೆ. ಈ ಕುರಿತು ಹಲವು ಬಾರಿ ಅಧಿಕಾರಿಗಳಿಗೆ ಮನವಿ ಸಲ್ಲಿಸಿದರೂ ಪ್ರಯೋಜನವಾಗಿಲ್ಲ ಎಂದು ಗ್ರಾಮಸ್ಥರು ಆರೋಪಿಸಿದ್ದಾರೆ. ಗುತ್ತಿಗೆದಾರರು ಕೂಡಲೇ ರಸ್ತೆಯನ್ನು ದುರಸ್ತಿಗೊಳಿಸಬೇಕು, ಇಲ್ಲದಿದ್ದರೆ ಪ್ರತಿಭಟನೆ ನಡೆಸುವುದಾಗಿ ಗ್ರಾಮಸ್ಥರು ಎಚ್ಚರಿಸಿದ್ದಾರೆ. ಮಳೆಗಾಲದಲ್ಲಿ ಸಮಸ್ಯೆ ಇನ್ನಷ್ಟು ಉಲ್ಬಣಗೊಂಡಿದೆ. (410, 791, 671, 959)
portrait-photo (1110, 2119, 1179, 2200)
portrait-photo (1110, 2307, 1179, 2376)
